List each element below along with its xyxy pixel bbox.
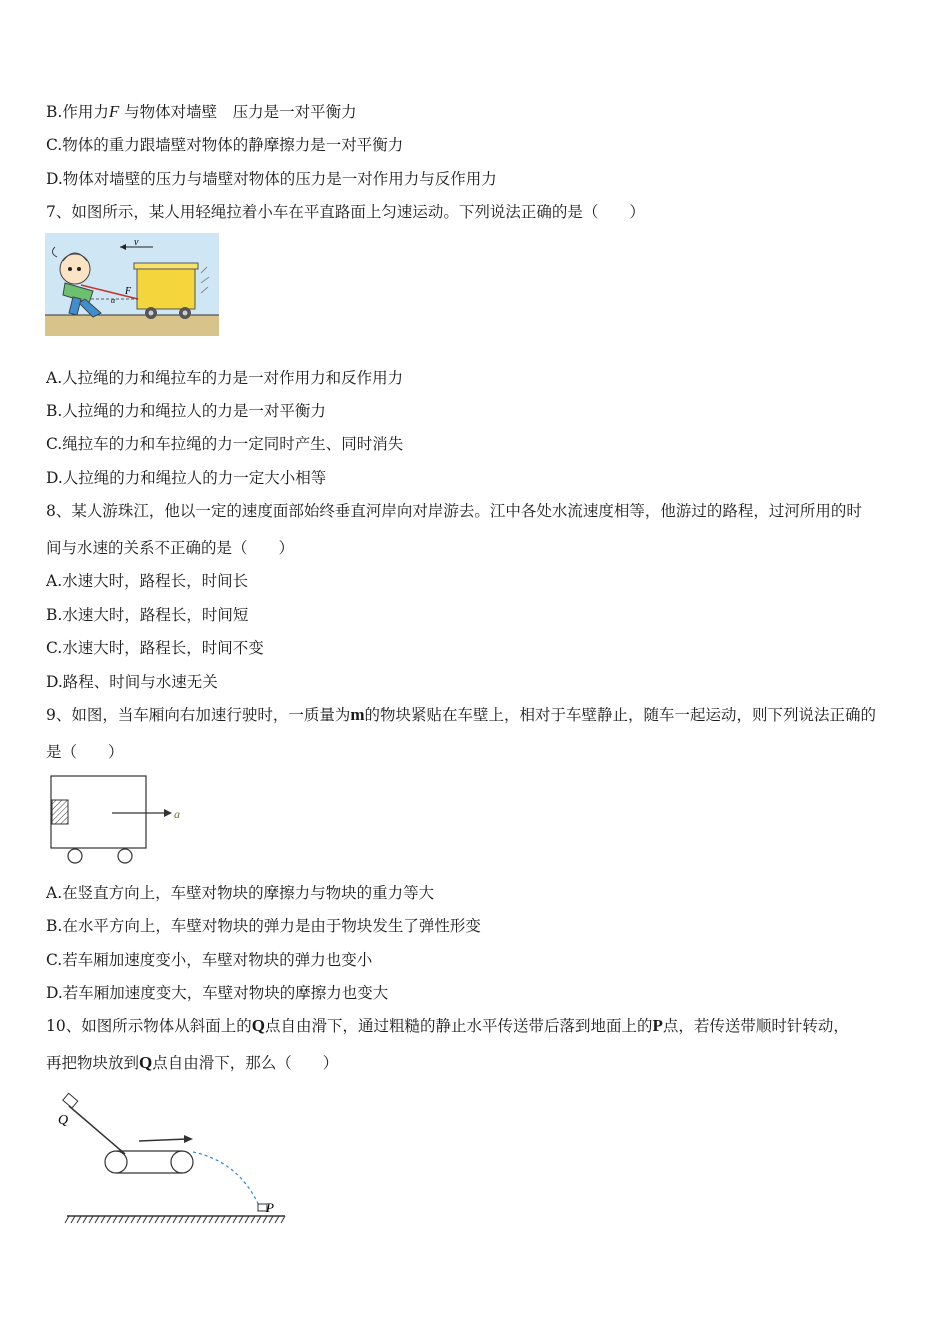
q6-option-c: C.物体的重力跟墙壁对物体的静摩擦力是一对平衡力 [46,136,404,154]
q9-option-b: B.在水平方向上，车壁对物块的弹力是由于物块发生了弹性形变 [46,917,481,935]
q10-figure [55,1092,290,1227]
q9-option-a: A.在竖直方向上，车壁对物块的摩擦力与物块的重力等大 [46,884,435,902]
q10-stem-line2: 再把物块放到Q点自由滑下，那么（ ） [46,1053,339,1072]
q7-option-b: B.人拉绳的力和绳拉人的力是一对平衡力 [46,402,326,420]
q10-label-p: P [266,1200,274,1215]
q7-option-d: D.人拉绳的力和绳拉人的力一定大小相等 [46,469,327,487]
q10-stem-line1: 10、如图所示物体从斜面上的Q点自由滑下，通过粗糙的静止水平传送带后落到地面上的P点，若传送带顺时针转动， [46,1016,849,1035]
q6-option-d: D.物体对墙壁的压力与墙壁对物体的压力是一对作用力与反作用力 [46,170,497,188]
q9-stem-line1: 9、如图，当车厢向右加速行驶时，一质量为m的物块紧贴在车壁上，相对于车壁静止，随车一起运动，则下列说法正确的 [46,705,877,724]
q7-label-f: F [125,286,132,297]
q9-label-a: a [174,807,180,821]
q9-figure [48,774,193,866]
q7-option-a: A.人拉绳的力和绳拉车的力是一对作用力和反作用力 [46,369,404,387]
q8-stem-line2: 间与水速的关系不正确的是（ ） [46,539,295,557]
q7-stem: 7、如图所示，某人用轻绳拉着小车在平直路面上匀速运动。下列说法正确的是（ ） [46,203,645,221]
q9-option-c: C.若车厢加速度变小，车壁对物块的弹力也变小 [46,951,373,969]
q7-label-alpha: α [111,296,116,305]
q8-option-d: D.路程、时间与水速无关 [46,673,218,691]
q8-option-a: A.水速大时，路程长，时间长 [46,572,249,590]
q7-figure [45,233,219,336]
q7-label-v: v [134,237,139,248]
q9-stem-line2: 是（ ） [46,743,124,761]
q8-option-b: B.水速大时，路程长，时间短 [46,606,249,624]
q8-option-c: C.水速大时，路程长，时间不变 [46,639,264,657]
q8-stem-line1: 8、某人游珠江，他以一定的速度面部始终垂直河岸向对岸游去。江中各处水流速度相等，他游过的路程，过河所用的时 [46,502,862,520]
q10-label-q: Q [58,1113,69,1128]
q7-option-c: C.绳拉车的力和车拉绳的力一定同时产生、同时消失 [46,435,404,453]
q9-option-d: D.若车厢加速度变大，车壁对物块的摩擦力也变大 [46,984,389,1002]
q6-option-b: B.作用力F 与物体对墙壁 压力是一对平衡力 [46,102,357,121]
